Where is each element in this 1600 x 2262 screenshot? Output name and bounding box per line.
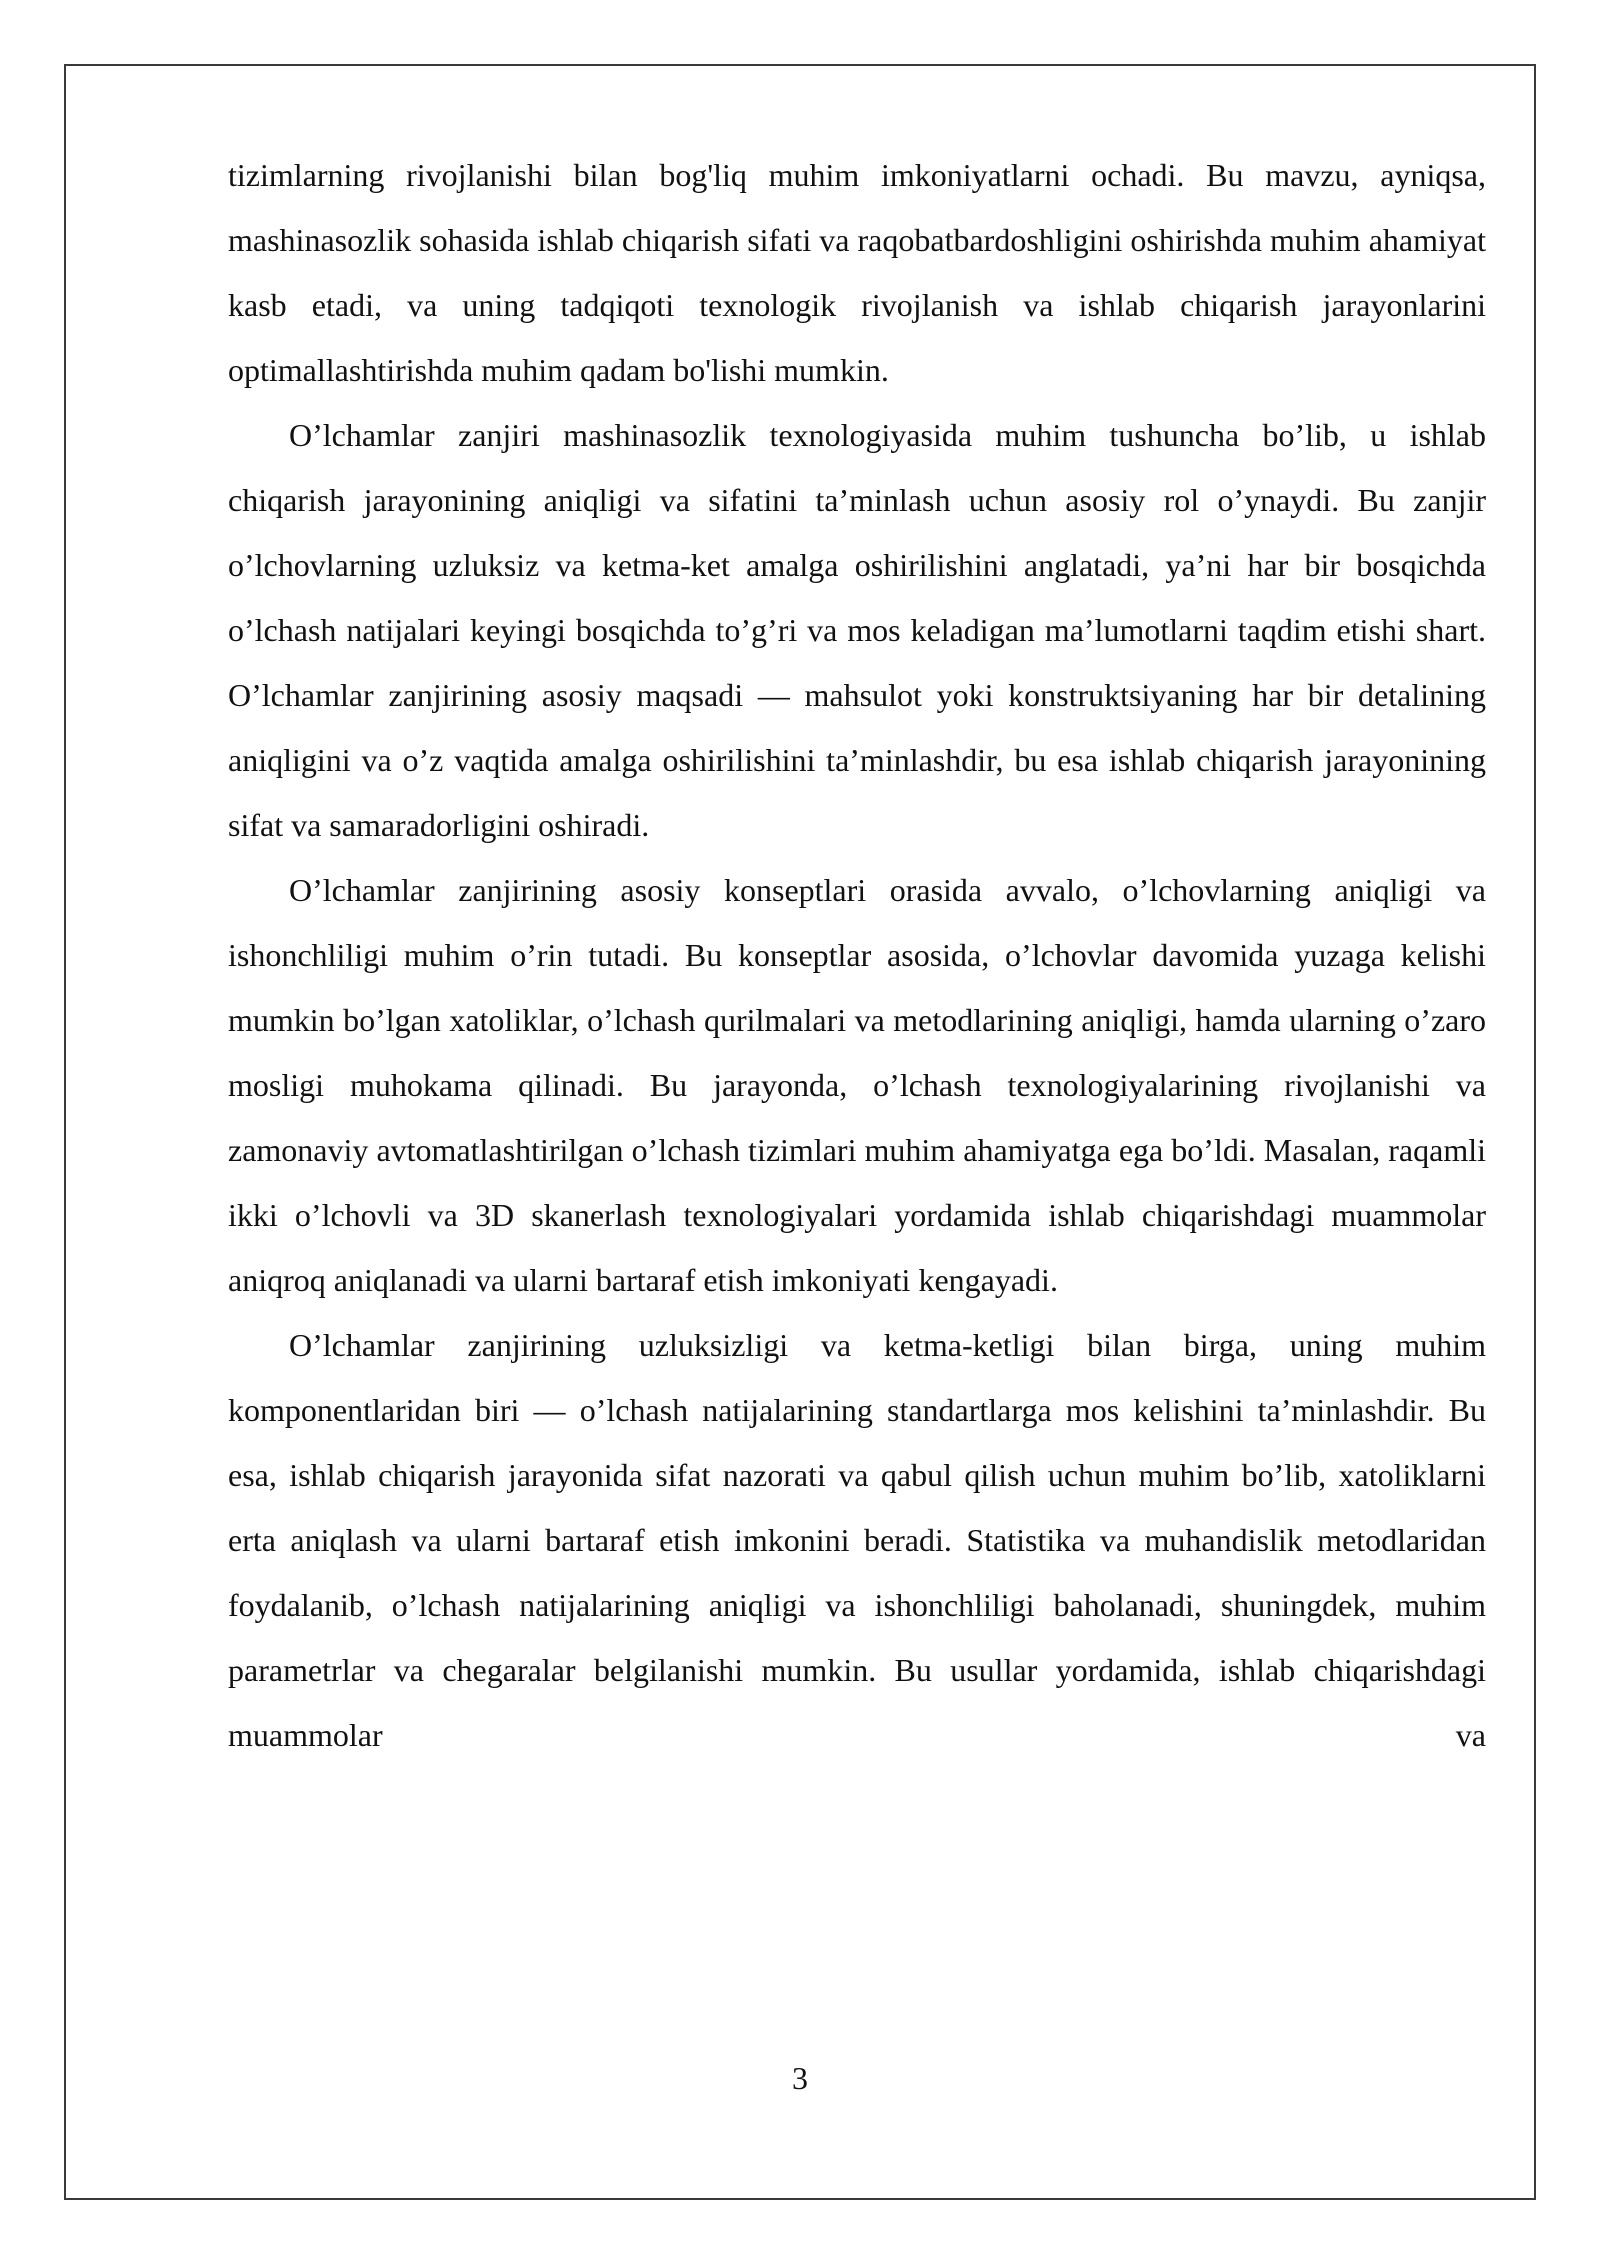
paragraph-continuation: tizimlarning rivojlanishi bilan bog'liq muhim imkoniyatlarni ochadi. Bu mavzu, ayniqsa, mashinasozlik sohasida ishlab chiqarish sifati va raqobatbardoshligini oshirishda muhim ahamiyat kasb etadi, va uning tadqiqoti texnologik rivojlanish va ishlab chiqarish jarayonlarini optimallashtirishda muhim qadam bo'lishi mumkin. (228, 157, 1486, 388)
paragraph: O’lchamlar zanjirining asosiy konseptlari orasida avvalo, o’lchovlarning aniqligi va ishonchliligi muhim o’rin tutadi. Bu konseptlar asosida, o’lchovlar davomida yuzaga kelishi mumkin bo’lgan xatoliklar, o’lchash qurilmalari va metodlarining aniqligi, hamda ularning o’zaro mosligi muhokama qilinadi. Bu jarayonda, o’lchash texnologiyalarining rivojlanishi va zamonaviy avtomatlashtirilgan o’lchash tizimlari muhim ahamiyatga ega bo’ldi. Masalan, raqamli ikki o’lchovli va 3D skanerlash texnologiyalari yordamida ishlab chiqarishdagi muammolar aniqroq aniqlanadi va ularni bartaraf etish imkoniyati kengayadi. (228, 872, 1486, 1298)
paragraph: O’lchamlar zanjirining uzluksizligi va ketma-ketligi bilan birga, uning muhim komponentlaridan biri — o’lchash natijalarining standartlarga mos kelishini ta’minlashdir. Bu esa, ishlab chiqarish jarayonida sifat nazorati va qabul qilish uchun muhim bo’lib, xatoliklarni erta aniqlash va ularni bartaraf etish imkonini beradi. Statistika va muhandislik metodlaridan foydalanib, o’lchash natijalarining aniqligi va ishonchliligi baholanadi, shuningdek, muhim parametrlar va chegaralar belgilanishi mumkin. Bu usullar yordamida, ishlab chiqarishdagi muammolar va (228, 1327, 1486, 1753)
document-body (228, 143, 1486, 1768)
paragraph: O’lchamlar zanjiri mashinasozlik texnologiyasida muhim tushuncha bo’lib, u ishlab chiqarish jarayonining aniqligi va sifatini ta’minlash uchun asosiy rol o’ynaydi. Bu zanjir o’lchovlarning uzluksiz va ketma-ket amalga oshirilishini anglatadi, ya’ni har bir bosqichda o’lchash natijalari keyingi bosqichda to’g’ri va mos keladigan ma’lumotlarni taqdim etishi shart. O’lchamlar zanjirining asosiy maqsadi — mahsulot yoki konstruktsiyaning har bir detalining aniqligini va o’z vaqtida amalga oshirilishini ta’minlashdir, bu esa ishlab chiqarish jarayonining sifat va samaradorligini oshiradi. (228, 417, 1486, 843)
page-number: 3 (792, 2060, 808, 2096)
